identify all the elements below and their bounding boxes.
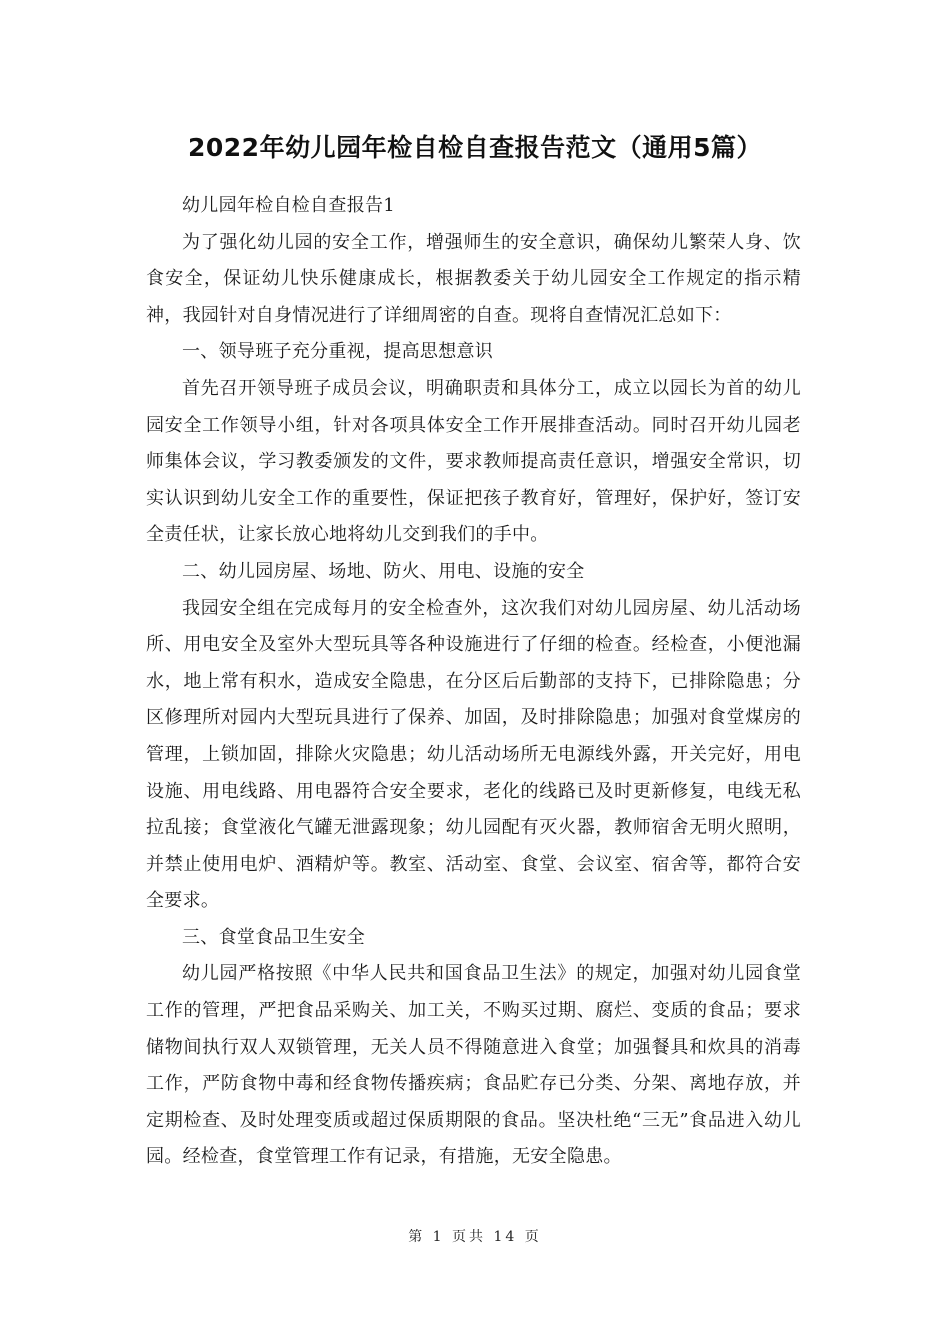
paragraph-section-2: 我园安全组在完成每月的安全检查外，这次我们对幼儿园房屋、幼儿活动场所、用电安全及室外大型玩具等各种设施进行了仔细的检查。经检查，小便池漏水，地上常有积水，造成安全隐患，在分区后后勤部的支持下，已排除隐患；分区修理所对园内大型玩具进行了保养、加固，及时排除隐患；加强对食堂煤房的管理，上锁加固，排除火灾隐患；幼儿活动场所无电源线外露，开关完好，用电设施、用电线路、用电器符合安全要求，老化的线路已及时更新修复，电线无私拉乱接；食堂液化气罐无泄露现象；幼儿园配有灭火器，教师宿舍无明火照明，并禁止使用电炉、酒精炉等。教室、活动室、食堂、会议室、宿舍等，都符合安全要求。	[146, 597, 801, 912]
section-heading-2: 二、幼儿园房屋、场地、防火、用电、设施的安全	[182, 560, 585, 582]
paragraph-intro: 为了强化幼儿园的安全工作，增强师生的安全意识，确保幼儿繁荣人身、饮食安全，保证幼儿快乐健康成长，根据教委关于幼儿园安全工作规定的指示精神，我园针对自身情况进行了详细周密的自查。现将自查情况汇总如下：	[146, 231, 801, 326]
page-footer	[0, 1226, 950, 1246]
document-body	[146, 188, 801, 1176]
section-heading-3: 三、食堂食品卫生安全	[182, 926, 365, 948]
paragraph-report-heading: 幼儿园年检自检自查报告1	[182, 195, 396, 216]
footer-current-page: 1	[432, 1229, 445, 1245]
section-heading-1: 一、领导班子充分重视，提高思想意识	[182, 341, 494, 363]
paragraph-section-1: 首先召开领导班子成员会议，明确职责和具体分工，成立以园长为首的幼儿园安全工作领导小组，针对各项具体安全工作开展排查活动。同时召开幼儿园老师集体会议，学习教委颁发的文件，要求教师提高责任意识，增强安全常识，切实认识到幼儿安全工作的重要性，保证把孩子教育好，管理好，保护好，签订安全责任状，让家长放心地将幼儿交到我们的手中。	[146, 377, 801, 546]
footer-middle: 页共	[452, 1229, 487, 1245]
page-title: 2022年幼儿园年检自检自查报告范文（通用5篇）	[188, 133, 762, 162]
footer-total-pages: 14	[493, 1229, 518, 1245]
footer-suffix: 页	[524, 1229, 542, 1245]
footer-prefix: 第	[408, 1229, 426, 1245]
paragraph-section-3: 幼儿园严格按照《中华人民共和国食品卫生法》的规定，加强对幼儿园食堂工作的管理，严把食品采购关、加工关，不购买过期、腐烂、变质的食品；要求储物间执行双人双锁管理，无关人员不得随意进入食堂；加强餐具和炊具的消毒工作，严防食物中毒和经食物传播疾病；食品贮存已分类、分架、离地存放，并定期检查、及时处理变质或超过保质期限的食品。坚决杜绝“三无”食品进入幼儿园。经检查，食堂管理工作有记录，有措施，无安全隐患。	[146, 963, 801, 1168]
